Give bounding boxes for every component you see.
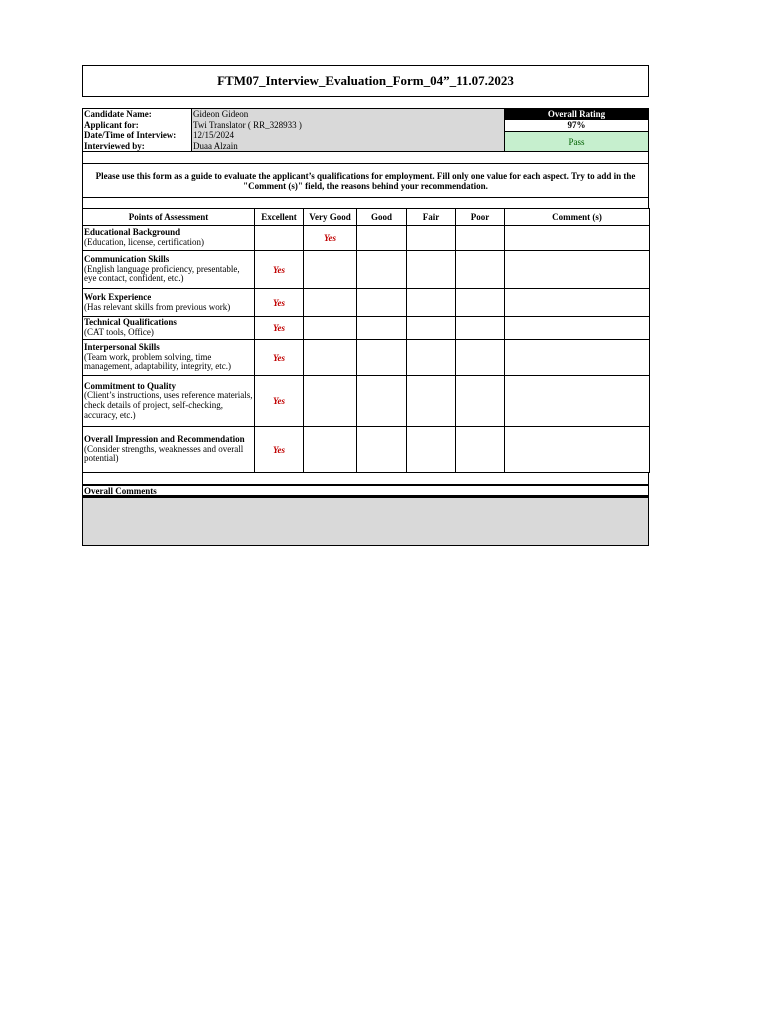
col-header-assessment: Points of Assessment [83, 209, 255, 226]
excellent-cell[interactable]: Yes [255, 376, 304, 427]
col-header-fair: Fair [407, 209, 456, 226]
info-labels [83, 109, 192, 151]
criterion-cell [83, 317, 255, 340]
criterion-title: Commitment to Quality [84, 380, 176, 391]
table-row [83, 340, 650, 376]
fair-cell[interactable] [407, 317, 456, 340]
fair-cell[interactable] [407, 340, 456, 376]
poor-cell[interactable] [456, 226, 505, 251]
criterion-title: Overall Impression and Recommendation [84, 434, 245, 445]
good-cell[interactable] [357, 427, 407, 473]
overall-rating-header: Overall Rating [505, 109, 648, 120]
criterion-cell [83, 226, 255, 251]
comment-cell[interactable] [505, 317, 650, 340]
good-cell[interactable] [357, 226, 407, 251]
criterion-cell [83, 289, 255, 317]
table-row [83, 427, 650, 473]
good-cell[interactable] [357, 376, 407, 427]
form-title: FTM07_Interview_Evaluation_Form_04”_11.07.2023 [82, 65, 649, 97]
criterion-desc: (Has relevant skills from previous work) [84, 301, 231, 312]
interview-date-label: Date/Time of Interview: [84, 130, 177, 140]
excellent-cell[interactable]: Yes [255, 251, 304, 289]
spacer-row [82, 152, 649, 163]
table-header-row [83, 209, 650, 226]
very-good-cell[interactable] [304, 251, 357, 289]
applicant-for-label: Applicant for: [84, 119, 139, 130]
excellent-cell[interactable] [255, 226, 304, 251]
poor-cell[interactable] [456, 289, 505, 317]
poor-cell[interactable] [456, 340, 505, 376]
interviewed-by-value[interactable]: Duaa Alzain [193, 140, 238, 151]
table-row [83, 251, 650, 289]
criterion-cell [83, 340, 255, 376]
overall-comments-field[interactable] [82, 496, 649, 546]
criterion-title: Technical Qualifications [84, 317, 177, 328]
criterion-title: Educational Background [84, 227, 181, 238]
table-row [83, 289, 650, 317]
poor-cell[interactable] [456, 427, 505, 473]
overall-rating [505, 109, 648, 151]
criterion-desc: (Education, license, certification) [84, 237, 204, 247]
interview-date-value[interactable]: 12/15/2024 [193, 130, 235, 140]
assessment-table [82, 208, 650, 473]
poor-cell[interactable] [456, 376, 505, 427]
col-header-excellent: Excellent [255, 209, 304, 226]
poor-cell[interactable] [456, 317, 505, 340]
good-cell[interactable] [357, 340, 407, 376]
very-good-cell[interactable] [304, 317, 357, 340]
col-header-good: Good [357, 209, 407, 226]
poor-cell[interactable] [456, 251, 505, 289]
criterion-cell [83, 376, 255, 427]
col-header-very-good: Very Good [304, 209, 357, 226]
candidate-name-value[interactable]: Gideon Gideon [193, 109, 249, 119]
good-cell[interactable] [357, 289, 407, 317]
good-cell[interactable] [357, 317, 407, 340]
criterion-desc: (Consider strengths, weaknesses and overall potential) [84, 443, 244, 464]
excellent-cell[interactable]: Yes [255, 340, 304, 376]
comment-cell[interactable] [505, 376, 650, 427]
candidate-info [82, 108, 649, 152]
overall-comments-label: Overall Comments [82, 484, 649, 496]
overall-rating-value: 97% [505, 120, 648, 132]
criterion-desc: (Team work, problem solving, time management, adaptability, integrity, etc.) [84, 351, 232, 372]
fair-cell[interactable] [407, 376, 456, 427]
excellent-cell[interactable]: Yes [255, 427, 304, 473]
criterion-title: Communication Skills [84, 254, 170, 265]
table-row [83, 376, 650, 427]
comment-cell[interactable] [505, 289, 650, 317]
comment-cell[interactable] [505, 427, 650, 473]
col-header-poor: Poor [456, 209, 505, 226]
spacer-row [82, 473, 649, 484]
very-good-cell[interactable] [304, 427, 357, 473]
criterion-desc: (CAT tools, Office) [84, 327, 154, 337]
fair-cell[interactable] [407, 289, 456, 317]
comment-cell[interactable] [505, 340, 650, 376]
criterion-desc: (Client’s instructions, uses reference materials, check details of project, self-checking, accuracy, etc.) [84, 390, 253, 420]
fair-cell[interactable] [407, 427, 456, 473]
comment-cell[interactable] [505, 226, 650, 251]
info-values [192, 109, 505, 151]
rating-result-badge: Pass [505, 132, 648, 151]
instructions: Please use this form as a guide to evaluate the applicant’s qualifications for employment. Fill only one value for each aspect. Try to add in the "Comment (s)" field, the reasons behind your recommendation. [82, 163, 649, 198]
criterion-cell [83, 427, 255, 473]
candidate-name-label: Candidate Name: [84, 109, 152, 119]
col-header-comments: Comment (s) [505, 209, 650, 226]
excellent-cell[interactable]: Yes [255, 317, 304, 340]
interviewed-by-label: Interviewed by: [84, 140, 145, 151]
excellent-cell[interactable]: Yes [255, 289, 304, 317]
comment-cell[interactable] [505, 251, 650, 289]
fair-cell[interactable] [407, 251, 456, 289]
applicant-for-value[interactable]: Twi Translator ( RR_328933 ) [193, 119, 302, 130]
very-good-cell[interactable]: Yes [304, 226, 357, 251]
very-good-cell[interactable] [304, 289, 357, 317]
criterion-title: Interpersonal Skills [84, 342, 160, 353]
very-good-cell[interactable] [304, 376, 357, 427]
criterion-title: Work Experience [84, 291, 152, 302]
good-cell[interactable] [357, 251, 407, 289]
fair-cell[interactable] [407, 226, 456, 251]
table-row [83, 317, 650, 340]
criterion-desc: (English language proficiency, presentable, eye contact, confident, etc.) [84, 263, 240, 284]
criterion-cell [83, 251, 255, 289]
table-row [83, 226, 650, 251]
very-good-cell[interactable] [304, 340, 357, 376]
